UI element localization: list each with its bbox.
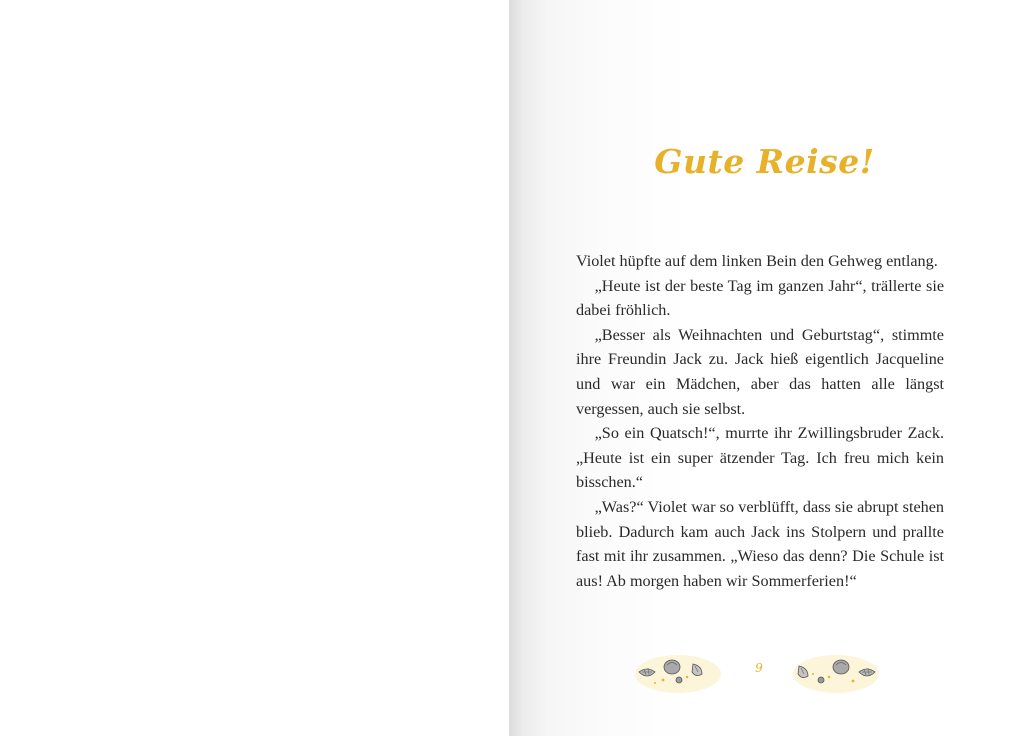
paragraph: Violet hüpfte auf dem linken Bein den Gehweg entlang. (576, 252, 938, 270)
paragraph: „Besser als Weihnachten und Geburtstag“, stimmte ihre Freundin Jack zu. Jack hieß eigentlich Jacqueline und war ein Mädchen, aber das hatten alle längst vergessen, auch sie selbst. (576, 325, 944, 418)
paragraph: „Was?“ Violet war so verblüfft, dass sie abrupt stehen blieb. Dadurch kam auch Jack ins Stolpern und prallte fast mit ihr zusammen. „Wieso das denn? Die Schule ist aus! Ab morgen haben wir Sommerferien!“ (576, 497, 944, 590)
seashells-icon (791, 650, 881, 694)
seashells-icon (633, 650, 723, 694)
paragraph: „Heute ist der beste Tag im ganzen Jahr“, trällerte sie dabei fröhlich. (576, 276, 944, 320)
page-number: 9 (755, 661, 763, 675)
left-page (0, 0, 509, 736)
body-text (576, 249, 944, 593)
chapter-title: Gute Reise! (654, 142, 875, 181)
right-page (509, 0, 1020, 736)
paragraph: „So ein Quatsch!“, murrte ihr Zwillingsbruder Zack. „Heute ist ein super ätzender Tag. Ich freu mich kein bisschen.“ (576, 424, 944, 492)
